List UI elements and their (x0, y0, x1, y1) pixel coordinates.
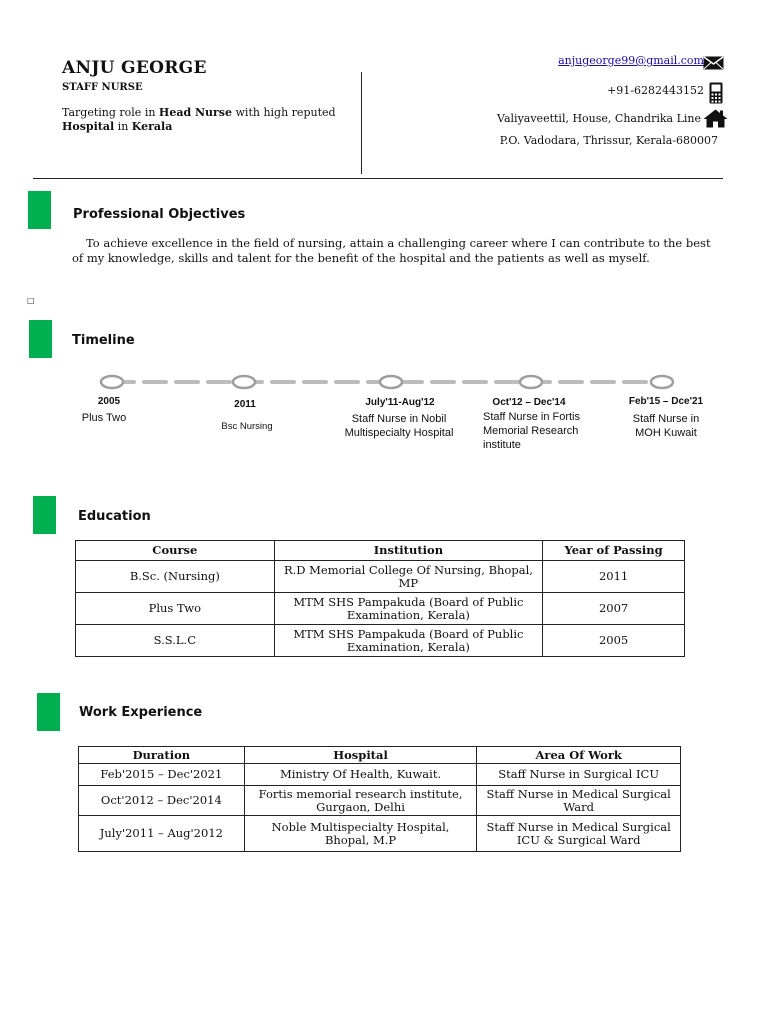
education-header-row (76, 541, 685, 561)
target-in: in (114, 120, 132, 133)
work-table (78, 746, 681, 852)
education-course: Plus Two (76, 593, 275, 625)
envelope-icon (703, 56, 724, 70)
timeline-node-4 (520, 376, 542, 388)
timeline-date-5: Feb'15 – Dce'21 (628, 396, 704, 407)
work-area: Staff Nurse in Surgical ICU (477, 764, 681, 786)
work-header-duration: Duration (79, 747, 245, 764)
timeline-date-3: July'11-Aug'12 (365, 397, 435, 408)
target-prefix: Targeting role in (62, 106, 159, 119)
work-hospital: Noble Multispecialty Hospital, Bhopal, M.P (244, 816, 477, 852)
education-year: 2005 (543, 625, 685, 657)
education-header-institution: Institution (274, 541, 543, 561)
candidate-role: STAFF NURSE (62, 82, 143, 93)
timeline-date-4: Oct'12 – Dec'14 (492, 397, 566, 408)
target-middle: with high reputed (232, 106, 336, 119)
work-duration: Feb'2015 – Dec'2021 (79, 764, 245, 786)
timeline-label-3: Staff Nurse in Nobil Multispecialty Hospital (344, 413, 454, 439)
header-horizontal-divider (33, 178, 723, 179)
work-hospital: Ministry Of Health, Kuwait. (244, 764, 477, 786)
timeline-date-2: 2011 (234, 399, 256, 410)
email-link[interactable]: anjugeorge99@gmail.com (558, 54, 704, 67)
education-title: Education (78, 509, 151, 524)
work-duration: July'2011 – Aug'2012 (79, 816, 245, 852)
education-institution: MTM SHS Pampakuda (Board of Public Examination, Kerala) (274, 625, 543, 657)
work-header-area: Area Of Work (477, 747, 681, 764)
table-row (76, 561, 685, 593)
contact-address-line1: Valiyaveettil, House, Chandrika Line (497, 112, 701, 125)
education-header-course: Course (76, 541, 275, 561)
target-location: Kerala (131, 120, 173, 133)
work-header-hospital: Hospital (244, 747, 477, 764)
education-course: S.S.L.C (76, 625, 275, 657)
contact-address-line2: P.O. Vadodara, Thrissur, Kerala-680007 (499, 134, 718, 147)
table-row (76, 593, 685, 625)
education-year: 2007 (543, 593, 685, 625)
home-icon (703, 109, 728, 128)
work-area: Staff Nurse in Medical Surgical Ward (477, 786, 681, 816)
timeline-node-1 (101, 376, 123, 388)
timeline-track (90, 372, 690, 392)
table-row (79, 764, 681, 786)
education-institution: MTM SHS Pampakuda (Board of Public Examination, Kerala) (274, 593, 543, 625)
table-row (76, 625, 685, 657)
timeline-title: Timeline (72, 333, 135, 348)
timeline-node-2 (233, 376, 255, 388)
objectives-green-bar (28, 191, 51, 229)
work-hospital: Fortis memorial research institute, Gurgaon, Delhi (244, 786, 477, 816)
target-role: Head Nurse (158, 106, 233, 119)
timeline-label-1: Plus Two (81, 412, 127, 424)
phone-icon (709, 82, 723, 104)
education-course: B.Sc. (Nursing) (76, 561, 275, 593)
education-institution: R.D Memorial College Of Nursing, Bhopal, MP (274, 561, 543, 593)
work-duration: Oct'2012 – Dec'2014 (79, 786, 245, 816)
header-vertical-divider (361, 72, 362, 174)
timeline-node-5 (651, 376, 673, 388)
work-header-row (79, 747, 681, 764)
work-green-bar (37, 693, 60, 731)
target-hospital: Hospital (62, 120, 115, 133)
contact-phone: +91-6282443152 (607, 84, 704, 97)
candidate-name: ANJU GEORGE (62, 58, 207, 78)
objectives-text: To achieve excellence in the field of nursing, attain a challenging career where I can contribute to the best of my knowledge, skills and talent for the benefit of the hospital and the patients as well as myself. (72, 236, 711, 265)
timeline-label-5: Staff Nurse in MOH Kuwait (632, 413, 700, 439)
education-table (75, 540, 685, 657)
timeline-green-bar (29, 320, 52, 358)
target-statement (62, 106, 352, 134)
education-green-bar (33, 496, 56, 534)
timeline-node-3 (380, 376, 402, 388)
checkbox-marker: □ (27, 296, 35, 305)
timeline-label-4: Staff Nurse in Fortis Memorial Research institute (483, 411, 580, 451)
timeline-label-2: Bsc Nursing (221, 421, 273, 432)
work-area: Staff Nurse in Medical Surgical ICU & Surgical Ward (477, 816, 681, 852)
education-year: 2011 (543, 561, 685, 593)
objectives-title: Professional Objectives (73, 207, 246, 222)
table-row (79, 786, 681, 816)
contact-email (558, 54, 704, 67)
timeline-date-1: 2005 (97, 396, 121, 407)
education-header-year: Year of Passing (543, 541, 685, 561)
table-row (79, 816, 681, 852)
work-title: Work Experience (79, 705, 203, 720)
